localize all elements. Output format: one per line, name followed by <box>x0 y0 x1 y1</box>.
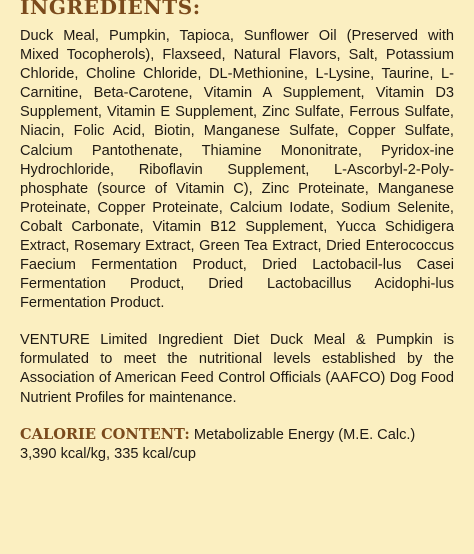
calorie-content <box>20 425 454 464</box>
aafco-statement: VENTURE Limited Ingredient Diet Duck Meal & Pumpkin is formulated to meet the nutritional levels established by the Association of American Feed Control Officials (AAFCO) Dog Food Nutrient Profiles for maintenance. <box>20 332 454 406</box>
calorie-values: 3,390 kcal/kg, 335 kcal/cup <box>20 446 197 463</box>
ingredients-heading: INGREDIENTS: <box>20 0 201 19</box>
calorie-method: Metabolizable Energy (M.E. Calc.) <box>193 427 416 443</box>
calorie-content-label: CALORIE CONTENT: <box>20 426 190 443</box>
ingredients-list: Duck Meal, Pumpkin, Tapioca, Sunflower Oil (Preserved with Mixed Tocopherols), Flaxseed, Natural Flavors, Salt, Potassium Chloride, Choline Chloride, DL-Methionine, L-Lysine, Taurine, L-Carnitine, Beta-Carotene, Vitamin A Supplement, Vitamin D3 Supplement, Vitamin E Supplement, Zinc Sulfate, Ferrous Sulfate, Niacin, Folic Acid, Biotin, Manganese Sulfate, Copper Sulfate, Calcium Pantothenate, Thiamine Mononitrate, Pyridox-ine Hydrochloride, Riboflavin Supplement, L-Ascorbyl-2-Poly-phosphate (source of Vitamin C), Zinc Proteinate, Manganese Proteinate, Copper Proteinate, Calcium Iodate, Sodium Selenite, Cobalt Carbonate, Vitamin B12 Supplement, Yucca Schidigera Extract, Rosemary Extract, Green Tea Extract, Dried Enterococcus Faecium Fermentation Product, Dried Lactobacil-lus Casei Fermentation Product, Dried Lactobacillus Acidophi-lus Fermentation Product. <box>20 28 454 312</box>
